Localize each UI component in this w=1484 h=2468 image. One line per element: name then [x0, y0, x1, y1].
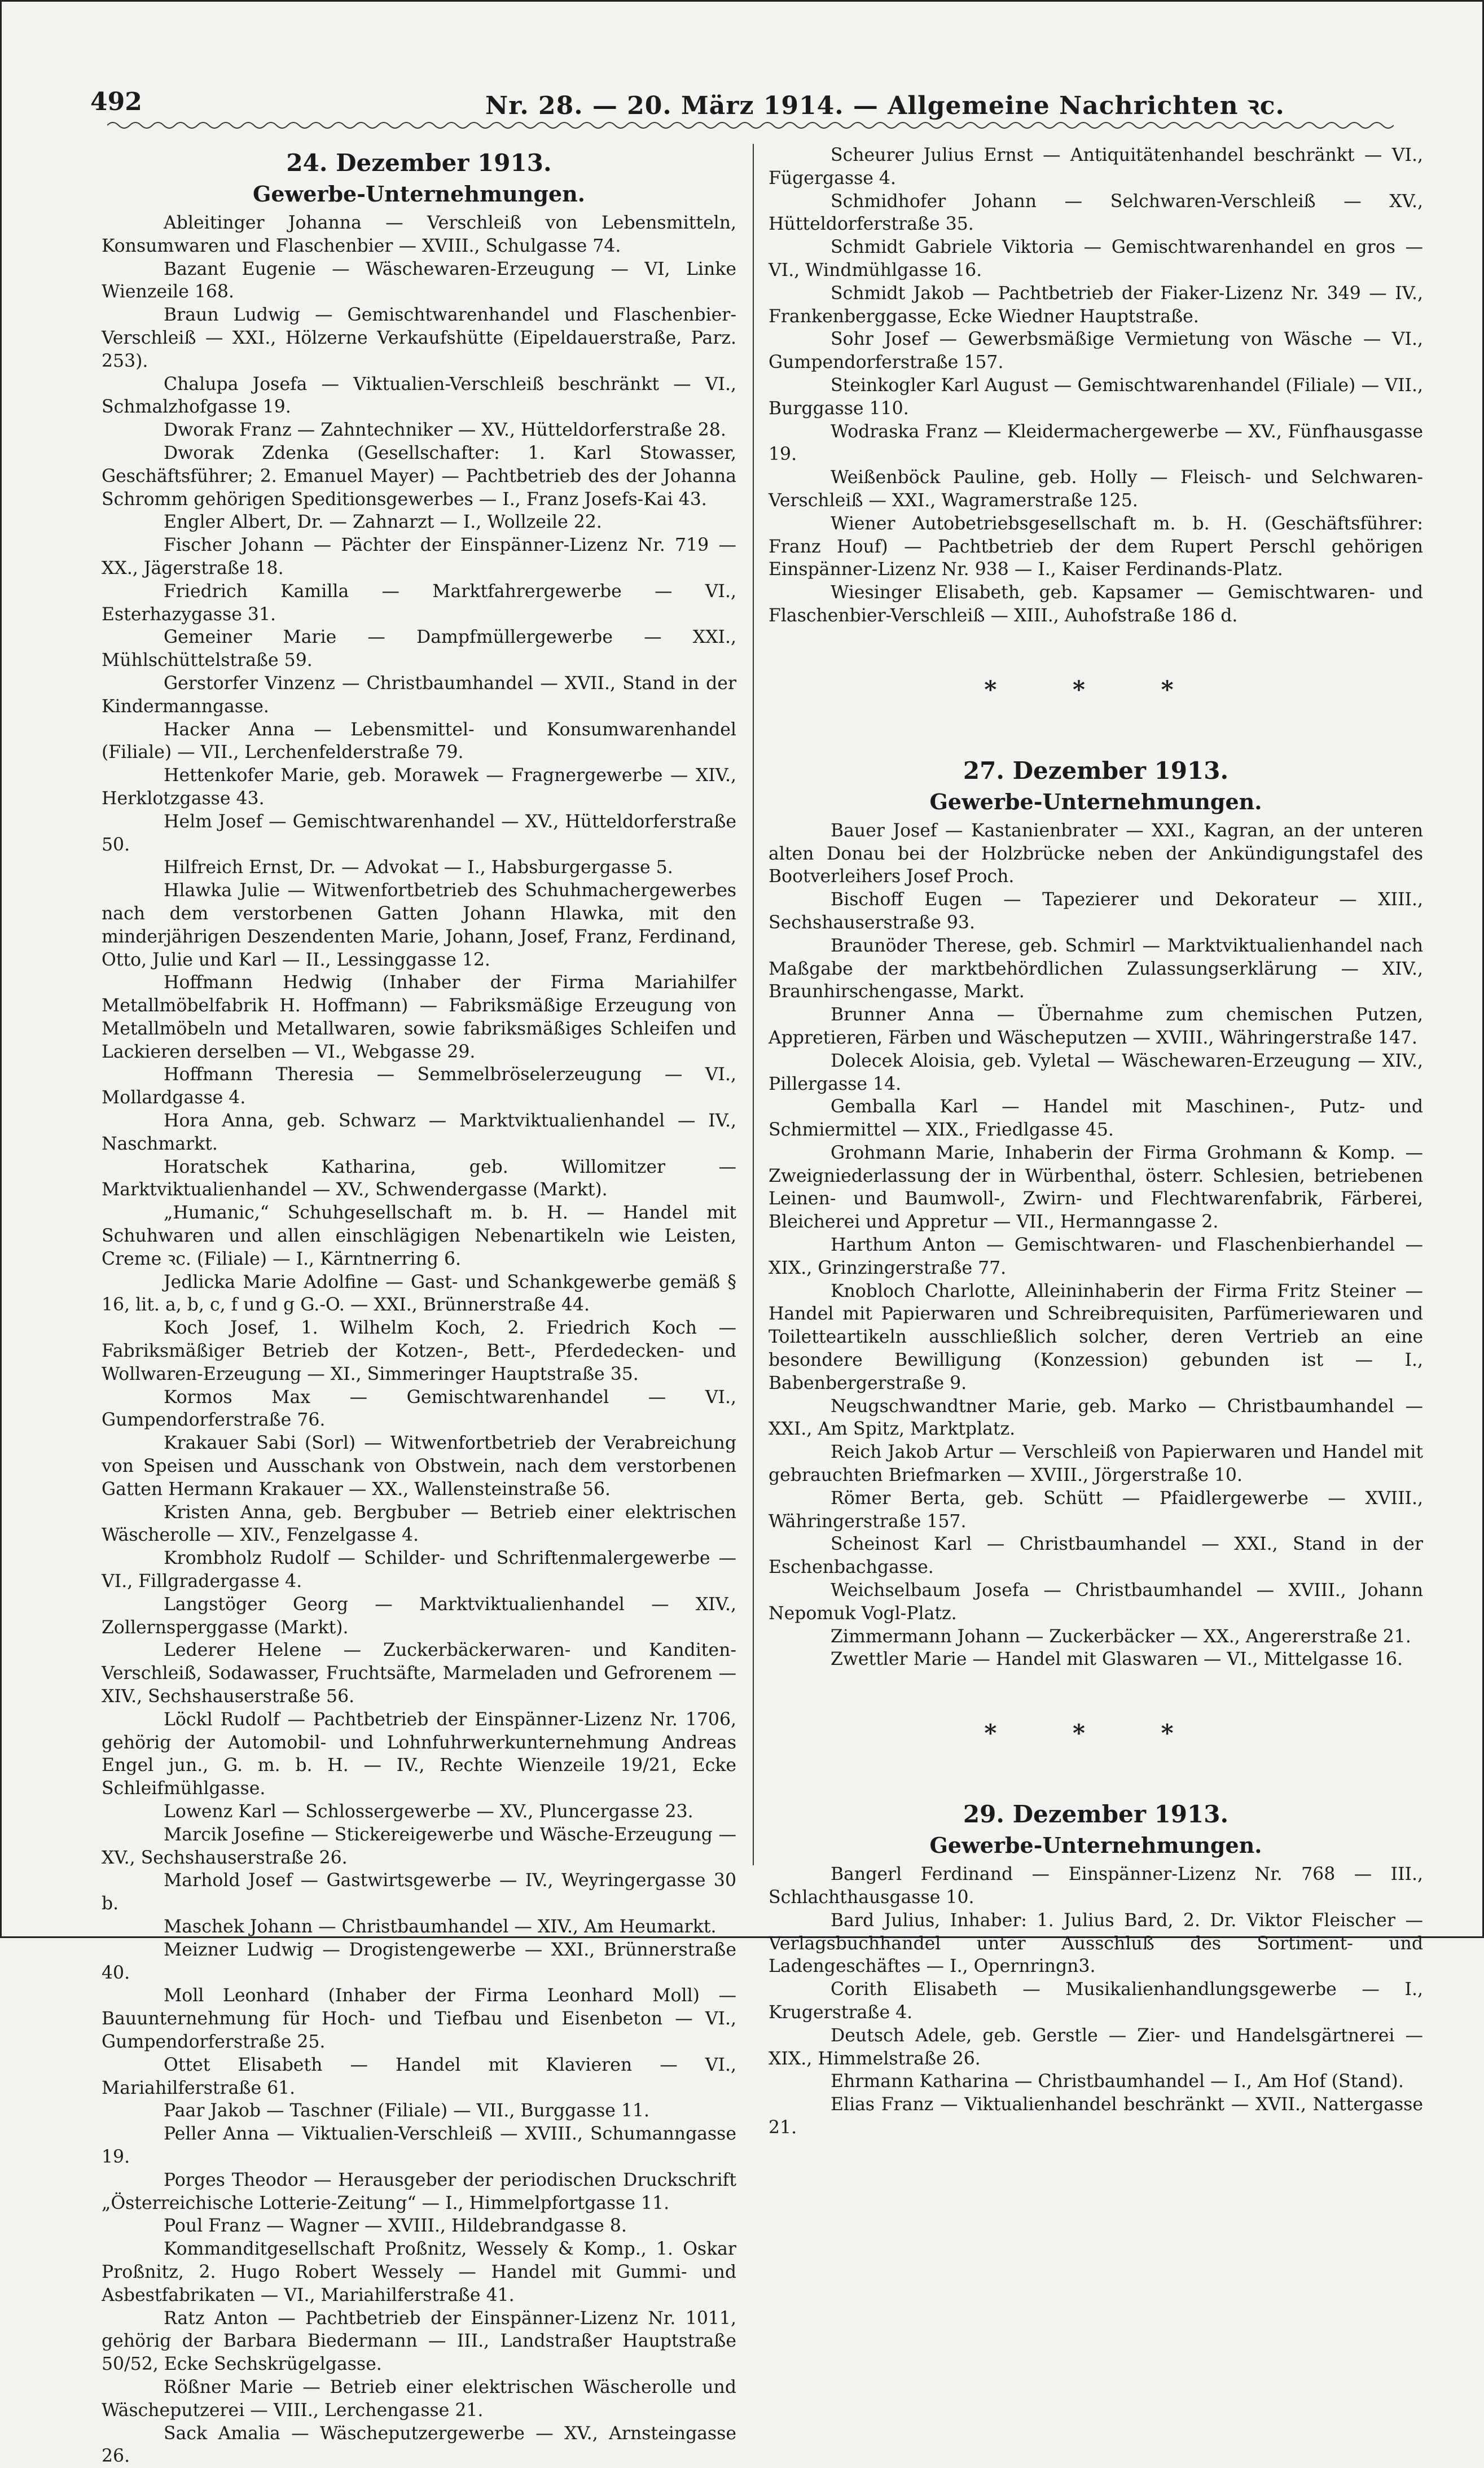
registry-entry: Schmidhofer Johann — Selchwaren-Verschleiß — XV., Hütteldorferstraße 35.	[769, 190, 1423, 236]
registry-entry: Paar Jakob — Taschner (Filiale) — VII., Burggasse 11.	[102, 2099, 736, 2123]
registry-entry: Bauer Josef — Kastanienbrater — XXI., Kagran, an der unteren alten Donau bei der Holzbrücke neben der Ankündigungstafel des Bootverleihers Josef Proch.	[769, 819, 1423, 888]
registry-entry: Knobloch Charlotte, Alleininhaberin der Firma Fritz Steiner — Handel mit Papierwaren und Schreibrequisiten, Parfümeriewaren und Toiletteartikeln ausschließlich solcher, deren Vertrieb an eine besondere Bewilligung (Konzession) gebunden ist — I., Babenbergerstraße 9.	[769, 1280, 1423, 1395]
section-date-29-dec: 29. Dezember 1913.	[769, 1799, 1423, 1830]
registry-entry: Lederer Helene — Zuckerbäckerwaren- und Kanditen-Verschleiß, Sodawasser, Fruchtsäfte, Marmeladen und Gefrorenem — XIV., Sechshauserstraße 56.	[102, 1639, 736, 1708]
registry-entry: Meizner Ludwig — Drogistengewerbe — XXI., Brünnerstraße 40.	[102, 1939, 736, 1985]
registry-entry: Sohr Josef — Gewerbsmäßige Vermietung von Wäsche — VI., Gumpendorferstraße 157.	[769, 328, 1423, 374]
registry-entry: Ehrmann Katharina — Christbaumhandel — I., Am Hof (Stand).	[769, 2070, 1423, 2093]
registry-entry: Hoffmann Hedwig (Inhaber der Firma Mariahilfer Metallmöbelfabrik H. Hoffmann) — Fabriksmäßige Erzeugung von Metallmöbeln und Metallwaren, sowie fabriksmäßiges Schleifen und Lackieren derselben — VI., Webgasse 29.	[102, 971, 736, 1063]
registry-entry: Wiener Autobetriebsgesellschaft m. b. H. (Geschäftsführer: Franz Houf) — Pachtbetrieb der dem Rupert Perschl gehörigen Einspänner-Lizenz Nr. 938 — I., Kaiser Ferdinands-Platz.	[769, 512, 1423, 581]
registry-entry: Weißenböck Pauline, geb. Holly — Fleisch- und Selchwaren-Verschleiß — XXI., Wagramerstraße 125.	[769, 466, 1423, 512]
page-number: 492	[90, 87, 142, 116]
registry-entry: Braunöder Therese, geb. Schmirl — Marktviktualienhandel nach Maßgabe der marktbehördlichen Zulassungserklärung — XIV., Braunhirschengasse, Markt.	[769, 935, 1423, 1003]
entry-list-continued	[769, 144, 1423, 628]
registry-entry: Gerstorfer Vinzenz — Christbaumhandel — XVII., Stand in der Kindermanngasse.	[102, 672, 736, 718]
page-header	[90, 76, 1388, 116]
registry-entry: Engler Albert, Dr. — Zahnarzt — I., Wollzeile 22.	[102, 511, 736, 534]
registry-entry: Ratz Anton — Pachtbetrieb der Einspänner-Lizenz Nr. 1011, gehörig der Barbara Biedermann — III., Landstraßer Hauptstraße 50/52, Ecke Sechskrügelgasse.	[102, 2307, 736, 2376]
registry-entry: Steinkogler Karl August — Gemischtwarenhandel (Filiale) — VII., Burggasse 110.	[769, 374, 1423, 420]
registry-entry: Deutsch Adele, geb. Gerstle — Zier- und Handelsgärtnerei — XIX., Himmelstraße 26.	[769, 2024, 1423, 2071]
registry-entry: Schmidt Jakob — Pachtbetrieb der Fiaker-Lizenz Nr. 349 — IV., Frankenberggasse, Ecke Wiedner Hauptstraße.	[769, 282, 1423, 328]
registry-entry: Krakauer Sabi (Sorl) — Witwenfortbetrieb der Verabreichung von Speisen und Ausschank von Obstwein, nach dem verstorbenen Gatten Hermann Krakauer — XX., Wallensteinstraße 56.	[102, 1432, 736, 1501]
registry-entry: Kristen Anna, geb. Bergbuber — Betrieb einer elektrischen Wäscherolle — XIV., Fenzelgasse 4.	[102, 1501, 736, 1548]
registry-entry: Grohmann Marie, Inhaberin der Firma Grohmann & Komp. — Zweigniederlassung der in Würbenthal, österr. Schlesien, betriebenen Leinen- und Baumwoll-, Zwirn- und Flechtwarenfabrik, Färberei, Bleicherei und Appretur — VII., Hermanngasse 2.	[769, 1142, 1423, 1234]
registry-entry: Ottet Elisabeth — Handel mit Klavieren — VI., Mariahilferstraße 61.	[102, 2054, 736, 2100]
registry-entry: Marhold Josef — Gastwirtsgewerbe — IV., Weyringergasse 30 b.	[102, 1869, 736, 1915]
running-title: Nr. 28. — 20. März 1914. — Allgemeine Nachrichten ꝛc.	[485, 87, 1285, 121]
registry-entry: Koch Josef, 1. Wilhelm Koch, 2. Friedrich Koch — Fabriksmäßiger Betrieb der Kotzen-, Bett-, Pferdedecken- und Wollwaren-Erzeugung — XI., Simmeringer Hauptstraße 35.	[102, 1317, 736, 1386]
left-column	[102, 144, 736, 2468]
section-subtitle: Gewerbe-Unternehmungen.	[769, 1830, 1423, 1861]
registry-entry: Helm Josef — Gemischtwarenhandel — XV., Hütteldorferstraße 50.	[102, 810, 736, 857]
registry-entry: Neugschwandtner Marie, geb. Marko — Christbaumhandel — XXI., Am Spitz, Marktplatz.	[769, 1395, 1423, 1441]
registry-entry: Lowenz Karl — Schlossergewerbe — XV., Pluncergasse 23.	[102, 1800, 736, 1823]
registry-entry: Gemballa Karl — Handel mit Maschinen-, Putz- und Schmiermittel — XIX., Friedlgasse 45.	[769, 1095, 1423, 1142]
section-date-24-dec: 24. Dezember 1913.	[102, 147, 736, 179]
registry-entry: Corith Elisabeth — Musikalienhandlungsgewerbe — I., Krugerstraße 4.	[769, 1978, 1423, 2024]
registry-entry: Sack Amalia — Wäscheputzergewerbe — XV., Arnsteingasse 26.	[102, 2422, 736, 2468]
registry-entry: Hora Anna, geb. Schwarz — Marktviktualienhandel — IV., Naschmarkt.	[102, 1110, 736, 1156]
registry-entry: Krombholz Rudolf — Schilder- und Schriftenmalergewerbe — VI., Fillgradergasse 4.	[102, 1547, 736, 1593]
registry-entry: Jedlicka Marie Adolfine — Gast- und Schankgewerbe gemäß § 16, lit. a, b, c, f und g G.-O. — XXI., Brünnerstraße 44.	[102, 1271, 736, 1317]
section-subtitle: Gewerbe-Unternehmungen.	[769, 787, 1423, 817]
registry-entry: Horatschek Katharina, geb. Willomitzer — Marktviktualienhandel — XV., Schwendergasse (Markt).	[102, 1156, 736, 1202]
registry-entry: Wiesinger Elisabeth, geb. Kapsamer — Gemischtwaren- und Flaschenbier-Verschleiß — XIII., Auhofstraße 186 d.	[769, 581, 1423, 628]
registry-entry: Römer Berta, geb. Schütt — Pfaidlergewerbe — XVIII., Währingerstraße 157.	[769, 1487, 1423, 1533]
registry-entry: Hacker Anna — Lebensmittel- und Konsumwarenhandel (Filiale) — VII., Lerchenfelderstraße 79.	[102, 718, 736, 765]
header-wavy-rule	[107, 119, 1394, 132]
registry-entry: Moll Leonhard (Inhaber der Firma Leonhard Moll) — Bauunternehmung für Hoch- und Tiefbau und Eisenbeton — VI., Gumpendorferstraße 25.	[102, 1984, 736, 2053]
registry-entry: Bangerl Ferdinand — Einspänner-Lizenz Nr. 768 — III., Schlachthausgasse 10.	[769, 1863, 1423, 1909]
registry-entry: Scheinost Karl — Christbaumhandel — XXI., Stand in der Eschenbachgasse.	[769, 1533, 1423, 1579]
registry-entry: Dworak Franz — Zahntechniker — XV., Hütteldorferstraße 28.	[102, 419, 736, 442]
registry-entry: Hettenkofer Marie, geb. Morawek — Fragnergewerbe — XIV., Herklotzgasse 43.	[102, 764, 736, 810]
registry-entry: Harthum Anton — Gemischtwaren- und Flaschenbierhandel — XIX., Grinzingerstraße 77.	[769, 1234, 1423, 1280]
registry-entry: Hlawka Julie — Witwenfortbetrieb des Schuhmachergewerbes nach dem verstorbenen Gatten Johann Hlawka, mit den minderjährigen Deszendenten Marie, Johann, Josef, Franz, Ferdinand, Otto, Julie und Karl — II., Lessinggasse 12.	[102, 879, 736, 971]
registry-entry: Peller Anna — Viktualien-Verschleiß — XVIII., Schumanngasse 19.	[102, 2123, 736, 2169]
registry-entry: Friedrich Kamilla — Marktfahrergewerbe — VI., Esterhazygasse 31.	[102, 580, 736, 626]
registry-entry: Rößner Marie — Betrieb einer elektrischen Wäscherolle und Wäscheputzerei — VIII., Lerchengasse 21.	[102, 2376, 736, 2422]
registry-entry: Chalupa Josefa — Viktualien-Verschleiß beschränkt — VI., Schmalzhofgasse 19.	[102, 373, 736, 419]
column-divider	[753, 144, 754, 1865]
section-date-27-dec: 27. Dezember 1913.	[769, 755, 1423, 787]
entry-list	[769, 819, 1423, 1671]
registry-entry: Ableitinger Johanna — Verschleiß von Lebensmitteln, Konsumwaren und Flaschenbier — XVIII., Schulgasse 74.	[102, 212, 736, 258]
section-separator-stars: * * *	[769, 673, 1423, 707]
registry-entry: Brunner Anna — Übernahme zum chemischen Putzen, Appretieren, Färben und Wäscheputzen — XVIII., Währingerstraße 147.	[769, 1003, 1423, 1050]
registry-entry: Weichselbaum Josefa — Christbaumhandel — XVIII., Johann Nepomuk Vogl-Platz.	[769, 1579, 1423, 1625]
registry-entry: Wodraska Franz — Kleidermachergewerbe — XV., Fünfhausgasse 19.	[769, 420, 1423, 467]
registry-entry: Zwettler Marie — Handel mit Glaswaren — VI., Mittelgasse 16.	[769, 1648, 1423, 1671]
registry-entry: Zimmermann Johann — Zuckerbäcker — XX., Angererstraße 21.	[769, 1625, 1423, 1649]
registry-entry: Gemeiner Marie — Dampfmüllergewerbe — XXI., Mühlschüttelstraße 59.	[102, 626, 736, 672]
registry-entry: „Humanic,“ Schuhgesellschaft m. b. H. — Handel mit Schuhwaren und allen einschlägigen Nebenartikeln wie Leisten, Creme ꝛc. (Filiale) — I., Kärntnerring 6.	[102, 1202, 736, 1270]
section-subtitle: Gewerbe-Unternehmungen.	[102, 179, 736, 209]
registry-entry: Dolecek Aloisia, geb. Vyletal — Wäschewaren-Erzeugung — XIV., Pillergasse 14.	[769, 1050, 1423, 1096]
registry-entry: Bazant Eugenie — Wäschewaren-Erzeugung — VI, Linke Wienzeile 168.	[102, 258, 736, 304]
registry-entry: Hoffmann Theresia — Semmelbröselerzeugung — VI., Mollardgasse 4.	[102, 1063, 736, 1110]
registry-entry: Kommanditgesellschaft Proßnitz, Wessely & Komp., 1. Oskar Proßnitz, 2. Hugo Robert Wessely — Handel mit Gummi- und Asbestfabrikaten — VI., Mariahilferstraße 41.	[102, 2238, 736, 2307]
registry-entry: Bischoff Eugen — Tapezierer und Dekorateur — XIII., Sechshauserstraße 93.	[769, 888, 1423, 935]
registry-entry: Porges Theodor — Herausgeber der periodischen Druckschrift „Österreichische Lotterie-Zeitung“ — I., Himmelpfortgasse 11.	[102, 2169, 736, 2215]
registry-entry: Langstöger Georg — Marktviktualienhandel — XIV., Zollernsperggasse (Markt).	[102, 1593, 736, 1640]
registry-entry: Dworak Zdenka (Gesellschafter: 1. Karl Stowasser, Geschäftsführer; 2. Emanuel Mayer) — Pachtbetrieb des der Johanna Schromm gehörigen Speditionsgewerbes — I., Franz Josefs-Kai 43.	[102, 442, 736, 511]
registry-entry: Fischer Johann — Pächter der Einspänner-Lizenz Nr. 719 — XX., Jägerstraße 18.	[102, 534, 736, 580]
registry-entry: Poul Franz — Wagner — XVIII., Hildebrandgasse 8.	[102, 2215, 736, 2238]
registry-entry: Kormos Max — Gemischtwarenhandel — VI., Gumpendorferstraße 76.	[102, 1386, 736, 1432]
registry-entry: Schmidt Gabriele Viktoria — Gemischtwarenhandel en gros — VI., Windmühlgasse 16.	[769, 236, 1423, 282]
right-column	[769, 144, 1423, 2140]
registry-entry: Braun Ludwig — Gemischtwarenhandel und Flaschenbier-Verschleiß — XXI., Hölzerne Verkaufshütte (Eipeldauerstraße, Parz. 253).	[102, 304, 736, 372]
registry-entry: Reich Jakob Artur — Verschleiß von Papierwaren und Handel mit gebrauchten Briefmarken — XVIII., Jörgerstraße 10.	[769, 1441, 1423, 1487]
registry-entry: Bard Julius, Inhaber: 1. Julius Bard, 2. Dr. Viktor Fleischer — Verlagsbuchhandel unter Ausschluß des Sortiment- und Ladengeschäftes — I., Opernringn3.	[769, 1909, 1423, 1978]
entry-list	[102, 212, 736, 2468]
registry-entry: Löckl Rudolf — Pachtbetrieb der Einspänner-Lizenz Nr. 1706, gehörig der Automobil- und Lohnfuhrwerkunternehmung Andreas Engel jun., G. m. b. H. — IV., Rechte Wienzeile 19/21, Ecke Schleifmühlgasse.	[102, 1708, 736, 1800]
registry-entry: Maschek Johann — Christbaumhandel — XIV., Am Heumarkt.	[102, 1915, 736, 1939]
registry-entry: Elias Franz — Viktualienhandel beschränkt — XVII., Nattergasse 21.	[769, 2093, 1423, 2140]
registry-entry: Hilfreich Ernst, Dr. — Advokat — I., Habsburgergasse 5.	[102, 856, 736, 879]
section-separator-stars: * * *	[769, 1716, 1423, 1750]
entry-list	[769, 1863, 1423, 2140]
registry-entry: Marcik Josefine — Stickereigewerbe und Wäsche-Erzeugung — XV., Sechshauserstraße 26.	[102, 1823, 736, 1870]
registry-entry: Scheurer Julius Ernst — Antiquitätenhandel beschränkt — VI., Fügergasse 4.	[769, 144, 1423, 190]
